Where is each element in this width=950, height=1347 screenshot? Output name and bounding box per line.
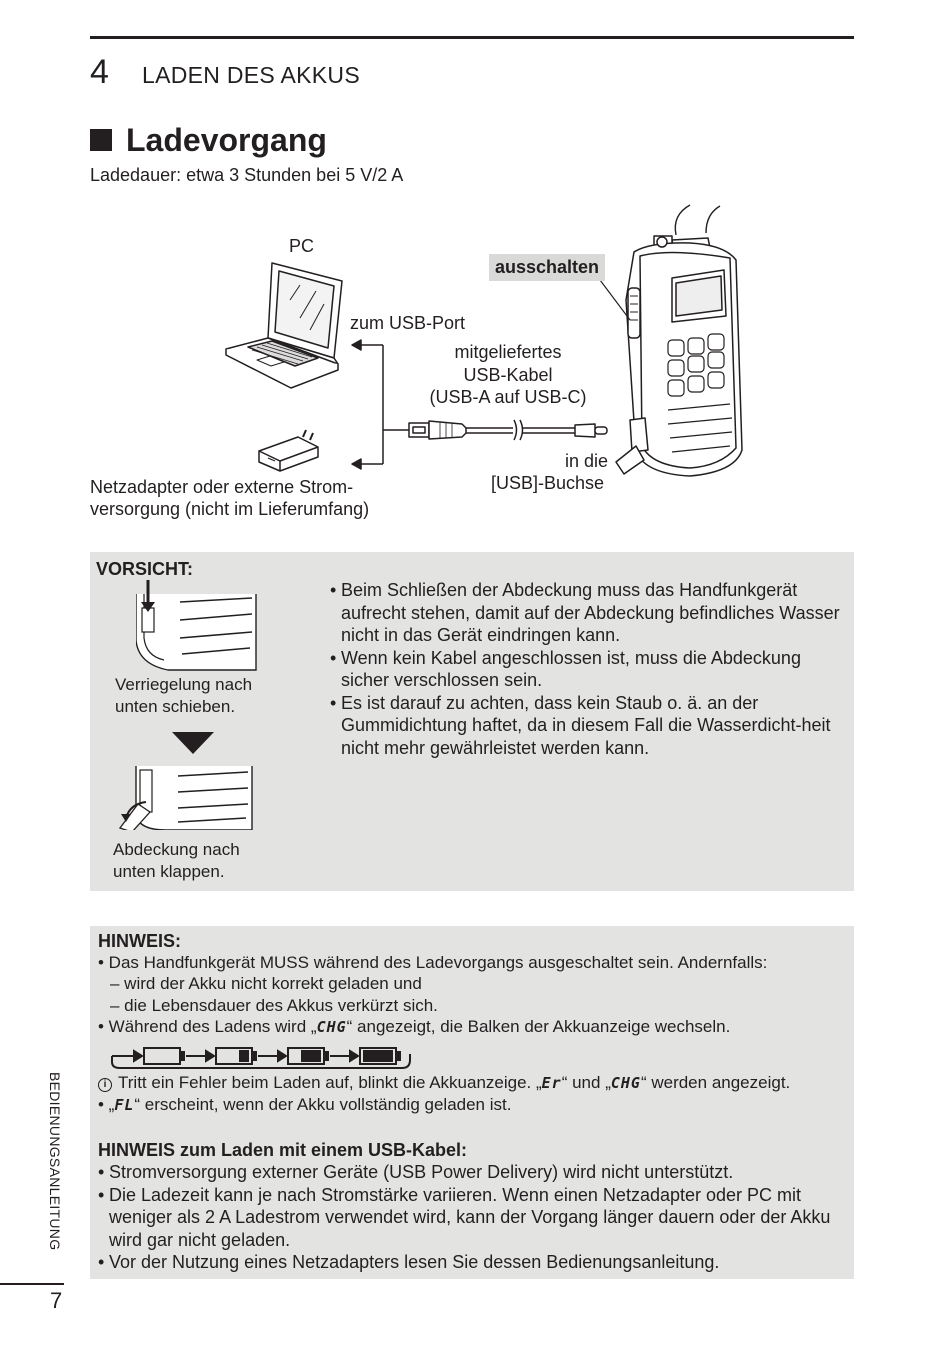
caution-heading: VORSICHT: <box>96 559 194 579</box>
caution-bullet: • Beim Schließen der Abdeckung muss das Handfunkgerät aufrecht stehen, damit auf der Abdeckung befindliches Wasser nicht in das Gerät eindringen kann. <box>330 579 850 647</box>
note-body <box>98 952 848 1038</box>
page-number: 7 <box>50 1288 63 1313</box>
charge-duration-text: Ladedauer: etwa 3 Stunden bei 5 V/2 A <box>90 165 404 185</box>
cover-open-illustration <box>116 766 256 830</box>
cable-label-line3: (USB-A auf USB-C) <box>429 387 587 407</box>
caution-bullet-list <box>330 579 850 759</box>
adapter-label-line1: Netzadapter oder externe Strom- <box>90 477 354 497</box>
down-arrow-icon <box>172 732 214 754</box>
note-heading: HINWEIS: <box>98 931 181 951</box>
power-adapter-icon <box>259 430 318 471</box>
info-icon: i <box>98 1078 112 1092</box>
usb-port-label: zum USB-Port <box>350 313 466 333</box>
cable-label-line2: USB-Kabel <box>463 365 553 385</box>
note-line: – wird der Akku nicht korrekt geladen und <box>110 974 422 994</box>
handheld-radio-icon <box>600 205 742 476</box>
switch-off-callout: ausschalten <box>489 254 605 281</box>
lcd-code: FL <box>114 1096 135 1115</box>
battery-cycle-icon <box>106 1042 418 1070</box>
header-rule <box>90 36 854 39</box>
chapter-number: 4 <box>90 53 109 91</box>
chapter-title: LADEN DES AKKUS <box>142 62 360 88</box>
step1-text-line1: Verriegelung nach <box>115 675 253 694</box>
manual-side-label: BEDIENUNGSANLEITUNG <box>47 1072 63 1251</box>
caution-box <box>90 552 854 891</box>
note-line-charging: • Während des Ladens wird „CHG“ angezeigt, die Balken der Akkuanzeige wechseln. <box>98 1016 731 1036</box>
usb-jack-label-line1: in die <box>565 451 609 471</box>
usb-note-bullet: • Vor der Nutzung eines Netzadapters lesen Sie dessen Bedienungsanleitung. <box>98 1251 850 1274</box>
note-line: – die Lebensdauer des Akkus verkürzt sich. <box>110 995 438 1015</box>
caution-bullet: • Wenn kein Kabel angeschlossen ist, muss die Abdeckung sicher verschlossen sein. <box>330 647 850 692</box>
lcd-code: CHG <box>610 1074 641 1092</box>
usb-jack-label-line2: [USB]-Buchse <box>491 473 605 493</box>
note-box <box>90 926 854 1279</box>
pc-label: PC <box>289 236 315 256</box>
note-line-full: • „FL“ erscheint, wenn der Akku vollständig geladen ist. <box>98 1095 512 1115</box>
laptop-icon <box>226 263 342 388</box>
cable-label-line1: mitgeliefertes <box>454 342 562 362</box>
adapter-label-line2: versorgung (nicht im Lieferumfang) <box>90 499 370 519</box>
note-line: • Das Handfunkgerät MUSS während des Ladevorgangs ausgeschaltet sein. Andernfalls: <box>98 953 768 972</box>
lcd-code: CHG <box>316 1017 347 1036</box>
section-title: Ladevorgang <box>126 122 327 158</box>
usb-note-bullet-list <box>98 1161 850 1274</box>
usb-note-bullet: • Stromversorgung externer Geräte (USB Power Delivery) wird nicht unterstützt. <box>98 1161 850 1184</box>
usb-note-bullet: • Die Ladezeit kann je nach Stromstärke variieren. Wenn einen Netzadapter oder PC mit weniger als 2 A Ladestrom verwendet wird, kann der Vorgang länger dauern oder der Akku wird gar nicht geladen. <box>98 1184 850 1252</box>
note-body-2 <box>98 1072 848 1117</box>
step1-text-line2: unten schieben. <box>115 697 236 716</box>
page-footer-rule <box>0 1283 64 1285</box>
lcd-code: Er <box>541 1074 562 1092</box>
step2-text-line2: unten klappen. <box>113 862 225 881</box>
caution-bullet: • Es ist darauf zu achten, dass kein Staub o. ä. an der Gummidichtung haftet, da in diesem Fall die Wasserdicht-heit nicht mehr gewährleistet werden kann. <box>330 692 850 760</box>
section-marker-icon <box>90 129 112 151</box>
note-line-error: i Tritt ein Fehler beim Laden auf, blinkt die Akkuanzeige. „Er“ und „CHG“ werden angezeigt. <box>98 1072 848 1094</box>
side-label-container <box>44 1072 64 1262</box>
usb-cable-icon <box>409 420 607 440</box>
step2-text-line1: Abdeckung nach <box>113 840 240 859</box>
lock-slide-illustration <box>120 580 260 672</box>
usb-note-heading: HINWEIS zum Laden mit einem USB-Kabel: <box>98 1140 468 1160</box>
